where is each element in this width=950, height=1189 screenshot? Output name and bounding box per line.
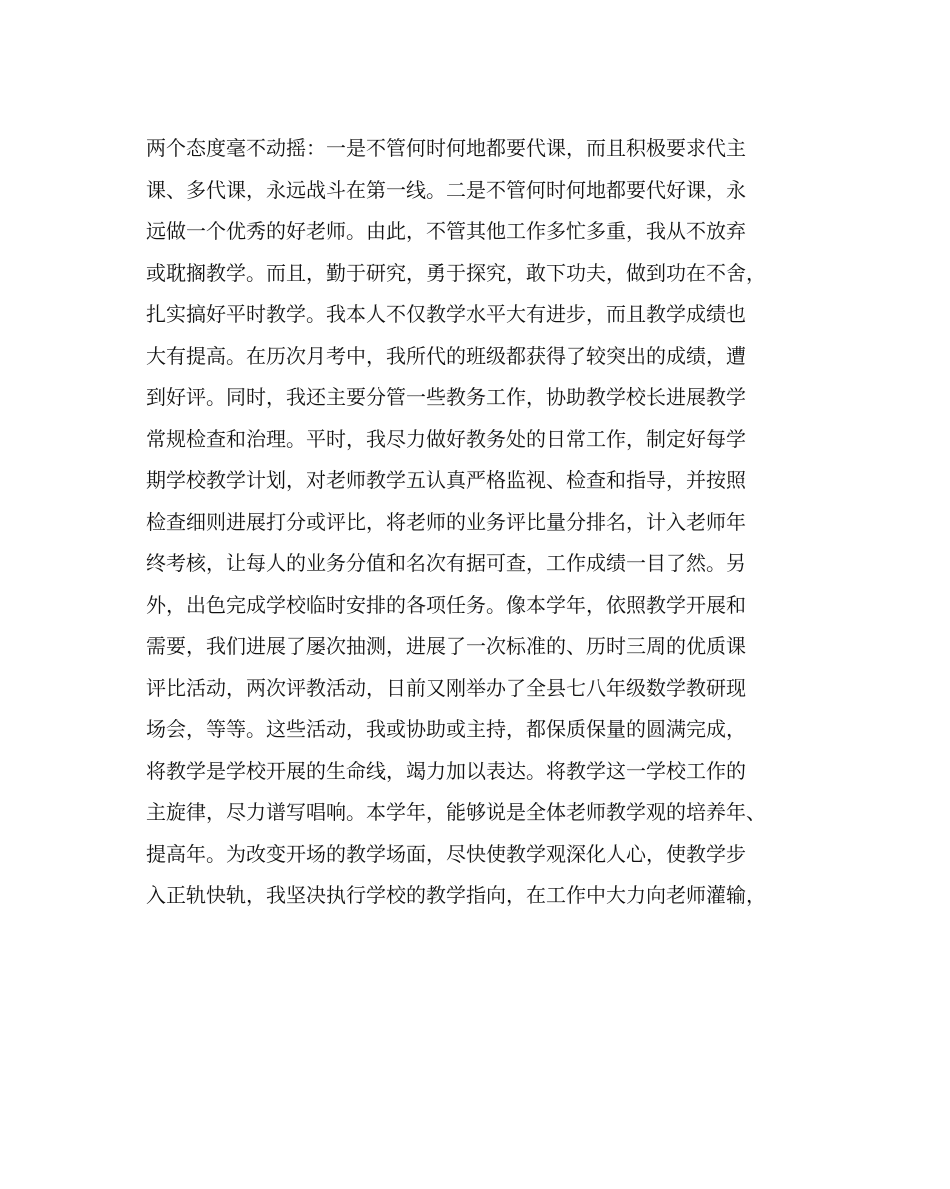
text-line: 大有提高。在历次月考中，我所代的班级都获得了较突出的成绩，遭	[146, 343, 746, 368]
text-line: 课、多代课，永远战斗在第一线。二是不管何时何地都要代好课，永	[146, 177, 746, 202]
text-line: 终考核，让每人的业务分值和名次有据可查，工作成绩一目了然。另	[146, 551, 746, 575]
text-line: 主旋律，尽力谱写唱响。本学年，能够说是全体老师教学观的培养年、	[146, 800, 766, 824]
text-line: 两个态度毫不动摇：一是不管何时何地都要代课，而且积极要求代主	[146, 136, 746, 160]
text-line: 入正轨快轨，我坚决执行学校的教学指向，在工作中大力向老师灌输，	[146, 883, 766, 907]
text-line: 或耽搁教学。而且，勤于研究，勇于探究，敢下功夫，做到功在不舍，	[146, 260, 766, 285]
text-line: 提高年。为改变开场的教学场面，尽快使教学观深化人心，使教学步	[146, 841, 746, 866]
text-line: 需要，我们进展了屡次抽测，进展了一次标准的、历时三周的优质课	[146, 634, 746, 658]
text-line: 期学校教学计划，对老师教学五认真严格监视、检查和指导，并按照	[146, 468, 746, 492]
text-line: 场会，等等。这些活动，我或协助或主持，都保质保量的圆满完成，	[146, 717, 746, 741]
text-line: 外，出色完成学校临时安排的各项任务。像本学年，依照教学开展和	[146, 592, 746, 617]
text-line: 常规检查和治理。平时，我尽力做好教务处的日常工作，制定好每学	[146, 426, 746, 451]
text-line: 检查细则进展打分或评比，将老师的业务评比量分排名，计入老师年	[146, 509, 746, 534]
text-line: 到好评。同时，我还主要分管一些教务工作，协助教学校长进展教学	[146, 385, 746, 409]
text-line: 评比活动，两次评教活动，日前又刚举办了全县七八年级数学教研现	[146, 675, 746, 700]
text-line: 远做一个优秀的好老师。由此，不管其他工作多忙多重，我从不放弃	[146, 219, 746, 243]
text-line: 扎实搞好平时教学。我本人不仅教学水平大有进步，而且教学成绩也	[146, 302, 746, 326]
text-line: 将教学是学校开展的生命线，竭力加以表达。将教学这一学校工作的	[146, 758, 746, 783]
body-text	[146, 128, 826, 917]
